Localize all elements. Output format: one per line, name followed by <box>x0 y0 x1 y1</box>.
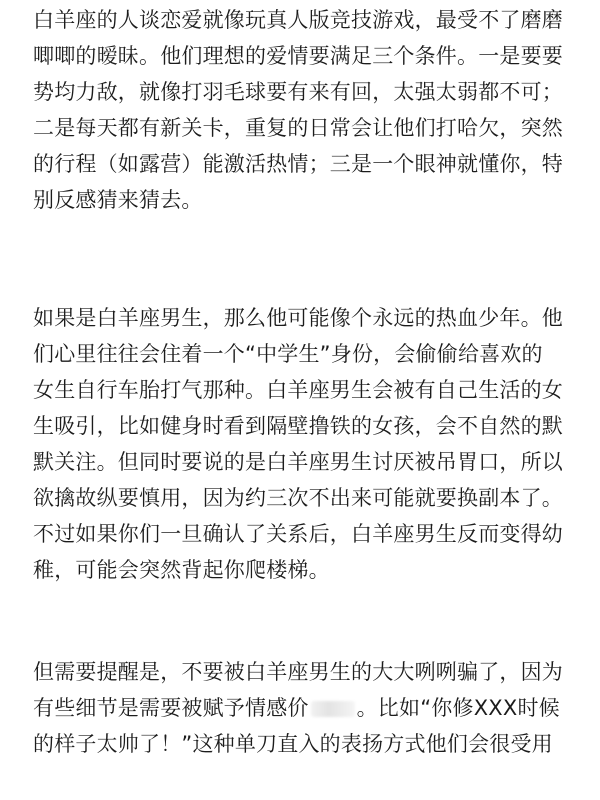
text-segment: 。比如“你修XXX时候 <box>356 696 560 720</box>
text-line: 势均力敌，就像打羽毛球要有来有回，太强太弱都不可； <box>33 80 563 104</box>
text-line: 二是每天都有新关卡，重复的日常会让他们打哈欠，突然 <box>33 116 563 140</box>
paragraph-intro <box>33 2 573 218</box>
text-line: 唧唧的暧昧。他们理想的爱情要满足三个条件。一是要要 <box>33 44 563 68</box>
text-line: 不过如果你们一旦确认了关系后，白羊座男生反而变得幼 <box>33 522 563 546</box>
text-line: 欲擒故纵要慎用，因为约三次不出来可能就要换副本了。 <box>33 486 563 510</box>
text-line <box>33 690 573 726</box>
text-line: 别反感猜来猜去。 <box>33 188 203 212</box>
paragraph-aries-male <box>33 300 573 588</box>
text-line: 的行程（如露营）能激活热情；三是一个眼神就懂你，特 <box>33 152 563 176</box>
text-line: 但需要提醒是，不要被白羊座男生的大大咧咧骗了，因为 <box>33 660 563 684</box>
blurred-redaction <box>311 701 355 717</box>
text-line: 稚，可能会突然背起你爬楼梯。 <box>33 558 330 582</box>
text-line: 们心里往往会住着一个“中学生”身份，会偷偷给喜欢的 <box>33 342 543 366</box>
text-line: 如果是白羊座男生，那么他可能像个永远的热血少年。他 <box>33 306 563 330</box>
text-line: 女生自行车胎打气那种。白羊座男生会被有自己生活的女 <box>33 378 563 402</box>
text-line: 默关注。但同时要说的是白羊座男生讨厌被吊胃口，所以 <box>33 450 563 474</box>
text-segment: 有些细节是需要被赋予情感价 <box>33 696 309 720</box>
text-line: 生吸引，比如健身时看到隔壁撸铁的女孩，会不自然的默 <box>33 414 563 438</box>
text-line: 白羊座的人谈恋爱就像玩真人版竞技游戏，最受不了磨磨 <box>33 8 563 32</box>
text-line: 的样子太帅了！”这种单刀直入的表扬方式他们会很受用 <box>33 732 553 756</box>
paragraph-reminder <box>33 654 573 762</box>
